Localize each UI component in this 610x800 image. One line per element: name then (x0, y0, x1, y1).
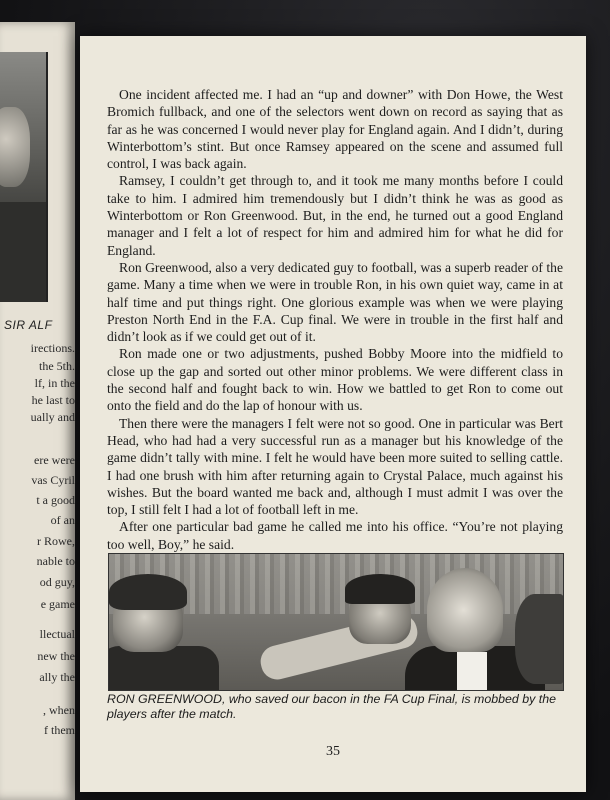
manager-face (427, 568, 503, 652)
left-text-fragment: t a good (36, 493, 75, 507)
left-text-fragment: the 5th. (39, 359, 75, 373)
left-text-fragment: nable to (36, 554, 75, 568)
paragraph: Ramsey, I couldn’t get through to, and it took me many months before I could take to him. I admired him tremendously but I didn’t think he was as good as Winterbottom or Ron Greenwood. But, in the end, he turned out a good England manager and I felt a lot of respect for him and admired him for what he did for England. (107, 173, 563, 258)
left-text-fragment: llectual (39, 627, 75, 641)
manager-collar (457, 652, 487, 691)
left-text-fragment: , when (43, 703, 75, 717)
left-text-fragment: he last to (31, 393, 75, 407)
left-text-fragment: f them (44, 723, 75, 737)
left-text-fragment: ally the (39, 670, 75, 684)
main-page (80, 36, 586, 792)
body-text (107, 86, 563, 570)
portrait-head (0, 107, 30, 187)
paragraph: Then there were the managers I felt were not so good. One in particular was Bert Head, who had had a very successful run as a manager but his knowledge of the game didn’t tally with mine. I felt he would have been more suited to selling cattle. I had one brush with him after returning again to Crystal Palace, much against his wishes. But the board wanted me back and, although I must admit I was over the top, I still felt I had a lot of football left in me. (107, 415, 563, 518)
paragraph: One incident affected me. I had an “up and downer” with Don Howe, the West Bromich fullback, and one of the selectors went down on record as saying that as far as he was concerned I would never play for England again. And I didn’t, during Winterbottom’s stint. But once Ramsey appeared on the scene and assumed full control, I was back again. (107, 87, 563, 172)
paragraph: Ron Greenwood, also a very dedicated guy to football, was a superb reader of the game. Many a time when we were in trouble Ron, in his own quiet way, came in at half time and put things right. One glorious example was when we were playing Preston North End in the F.A. Cup final. We were in trouble in the first half and didn’t look as if we could get out of it. (107, 259, 563, 345)
portrait-jacket (0, 202, 46, 302)
left-text-fragment: ere were (34, 453, 75, 467)
left-text-fragment: lf, in the (34, 376, 75, 390)
left-text-fragment: of an (50, 513, 75, 527)
left-page (0, 22, 75, 800)
left-photo-caption: SIR ALF (4, 318, 53, 332)
player-body (108, 646, 219, 691)
left-text-fragment: e game (40, 597, 75, 611)
page-number: 35 (326, 744, 340, 759)
player-figure (515, 594, 564, 684)
paragraph: Ron made one or two adjustments, pushed Bobby Moore into the midfield to close up the gap and sorted out other minor problems. We were different class in the second half and fought back to win. How we battled to get Ron to come out onto the field and do the lap of honour with us. (107, 346, 563, 414)
player-hair (109, 574, 187, 610)
left-text-fragment: od guy, (39, 575, 75, 589)
left-text-fragment: vas Cyril (31, 473, 75, 487)
left-text-fragment: r Rowe, (37, 534, 75, 548)
left-text-fragment: irections. (30, 341, 75, 355)
paragraph: After one particular bad game he called me into his office. “You’re not playing too well, Boy,” he said. (107, 519, 563, 552)
photo-caption: RON GREENWOOD, who saved our bacon in the FA Cup Final, is mobbed by the players after the match. (107, 692, 557, 721)
left-text-fragment: ually and (30, 410, 75, 424)
player-hair (345, 574, 415, 604)
sir-alf-photo (0, 52, 48, 302)
left-text-fragment: new the (37, 649, 75, 663)
greenwood-photo (108, 553, 564, 691)
